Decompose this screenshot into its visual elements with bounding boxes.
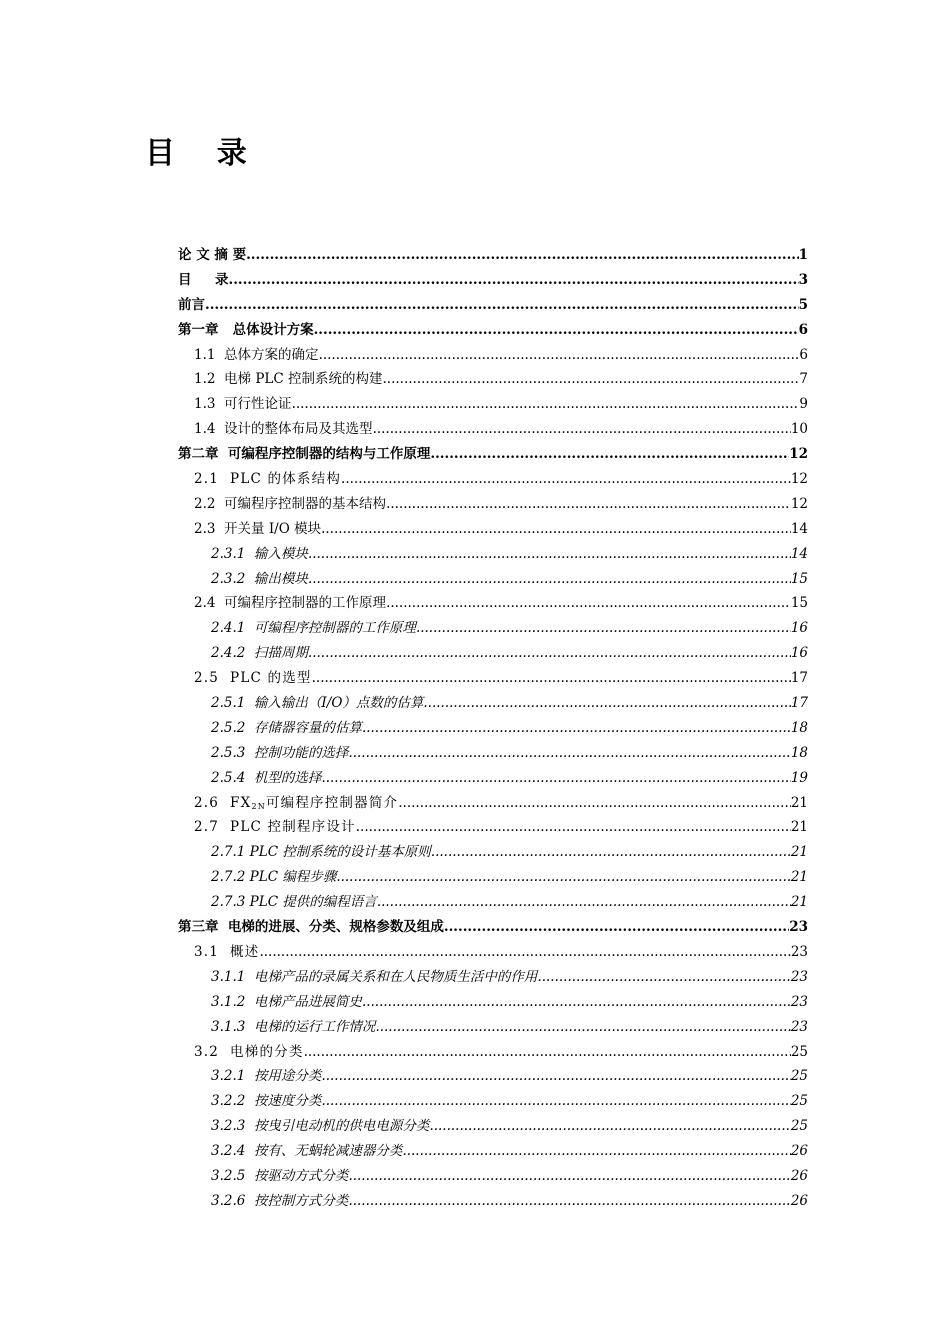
toc-entry[interactable] xyxy=(178,716,808,741)
toc-entry[interactable] xyxy=(178,591,808,616)
toc-entry[interactable] xyxy=(178,990,808,1015)
toc-leader-dots xyxy=(537,965,790,990)
toc-entry-page: 18 xyxy=(790,719,808,736)
toc-entry[interactable] xyxy=(178,691,808,716)
toc-entry[interactable] xyxy=(178,890,808,915)
toc-entry-label: 2.4.1 可编程序控制器的工作原理 xyxy=(211,620,416,637)
toc-entry-label: 3.1.2 电梯产品进展简史 xyxy=(211,993,362,1010)
toc-entry-label: 3.2 电梯的分类 xyxy=(194,1043,304,1060)
toc-leader-dots xyxy=(416,616,791,641)
toc-entry-page: 12 xyxy=(790,495,808,512)
toc-entry[interactable] xyxy=(178,840,808,865)
toc-entry-label: 2.5.4 机型的选择 xyxy=(211,769,322,786)
toc-leader-dots xyxy=(348,1189,790,1214)
toc-entry-label: 2.5.2 存储器容量的估算 xyxy=(211,719,362,736)
toc-entry[interactable] xyxy=(178,243,808,268)
toc-leader-dots xyxy=(356,815,791,840)
toc-entry-label: 2.5.3 控制功能的选择 xyxy=(211,744,349,761)
toc-entry-page: 16 xyxy=(790,620,808,637)
toc-entry-label: 3.2.6 按控制方式分类 xyxy=(211,1192,349,1209)
page-title: 目 录 xyxy=(145,136,247,171)
toc-entry-page: 25 xyxy=(790,1118,808,1135)
toc-leader-dots xyxy=(308,641,791,666)
toc-leader-dots xyxy=(386,492,791,517)
toc-entry[interactable] xyxy=(178,940,808,965)
toc-entry[interactable] xyxy=(178,865,808,890)
toc-leader-dots xyxy=(336,865,791,890)
toc-entry-label: 3.2.5 按驱动方式分类 xyxy=(211,1167,349,1184)
toc-leader-dots xyxy=(304,1040,791,1065)
toc-entry-label: 第一章 总体设计方案 xyxy=(178,321,314,338)
toc-entry-page: 3 xyxy=(798,271,808,288)
toc-entry-page: 10 xyxy=(790,421,808,438)
toc-entry[interactable] xyxy=(178,965,808,990)
toc-entry[interactable] xyxy=(178,567,808,592)
toc-entry-label: 第三章 电梯的进展、分类、规格参数及组成 xyxy=(178,919,444,936)
toc-entry-label: 前言 xyxy=(178,296,205,313)
toc-entry[interactable] xyxy=(178,392,808,417)
toc-leader-dots xyxy=(444,915,789,940)
toc-entry-label: 2.4.2 扫描周期 xyxy=(211,645,308,662)
toc-entry-page: 23 xyxy=(790,993,808,1010)
toc-leader-dots xyxy=(246,243,798,268)
toc-entry-label: 2.5 PLC 的选型 xyxy=(194,670,312,687)
toc-entry-page: 15 xyxy=(790,570,808,587)
toc-entry-label: 2.3 开关量 I/O 模块 xyxy=(194,520,322,537)
toc-entry-page: 23 xyxy=(790,968,808,985)
toc-entry-page: 21 xyxy=(790,869,808,886)
toc-entry[interactable] xyxy=(178,542,808,567)
toc-entry-page: 25 xyxy=(790,1043,808,1060)
toc-entry[interactable] xyxy=(178,1164,808,1189)
toc-entry[interactable] xyxy=(178,467,808,492)
toc-leader-dots xyxy=(348,741,790,766)
toc-entry-label: 目 录 xyxy=(178,271,229,288)
toc-entry-page: 17 xyxy=(790,670,808,687)
toc-entry-subscript: 2N xyxy=(251,801,266,811)
toc-leader-dots xyxy=(321,517,791,542)
toc-leader-dots xyxy=(229,268,799,293)
toc-entry-label: 2.7.2 PLC 编程步骤 xyxy=(211,869,337,886)
toc-entry[interactable] xyxy=(178,1114,808,1139)
toc-entry-label: 2.7.1 PLC 控制系统的设计基本原则 xyxy=(211,844,431,861)
toc-entry[interactable] xyxy=(178,741,808,766)
toc-entry[interactable] xyxy=(178,268,808,293)
toc-entry-label: 论 文 摘 要 xyxy=(178,247,247,263)
table-of-contents xyxy=(178,243,808,1214)
toc-entry-label: 3.2.3 按曳引电动机的供电电源分类 xyxy=(211,1118,430,1135)
toc-entry-label: 2.7.3 PLC 提供的编程语言 xyxy=(211,894,377,911)
toc-entry-page: 9 xyxy=(799,396,808,413)
toc-entry-page: 14 xyxy=(790,520,808,537)
toc-entry-page: 23 xyxy=(790,943,808,960)
toc-leader-dots xyxy=(423,691,790,716)
toc-entry-label: 第二章 可编程序控制器的结构与工作原理 xyxy=(178,446,431,463)
toc-leader-dots xyxy=(386,591,791,616)
toc-entry[interactable] xyxy=(178,318,808,343)
toc-entry-page: 6 xyxy=(798,321,808,338)
toc-entry-label: 3.1.3 电梯的运行工作情况 xyxy=(211,1018,376,1035)
toc-entry-label: 2.7 PLC 控制程序设计 xyxy=(194,819,356,836)
toc-entry-label: 2.6 FX2N可编程序控制器简介 xyxy=(194,794,399,811)
toc-entry-page: 7 xyxy=(799,371,808,388)
toc-entry[interactable] xyxy=(178,815,808,840)
toc-leader-dots xyxy=(319,343,800,368)
toc-entry-page: 21 xyxy=(790,894,808,911)
toc-leader-dots xyxy=(312,666,791,691)
toc-entry-page: 19 xyxy=(790,769,808,786)
toc-entry[interactable] xyxy=(178,616,808,641)
toc-leader-dots xyxy=(259,940,790,965)
toc-entry[interactable] xyxy=(178,442,808,467)
toc-entry[interactable] xyxy=(178,492,808,517)
toc-leader-dots xyxy=(429,1114,790,1139)
toc-entry-page: 21 xyxy=(790,819,808,836)
toc-entry-label: 1.2 电梯 PLC 控制系统的构建 xyxy=(194,371,383,388)
toc-leader-dots xyxy=(375,1015,790,1040)
toc-entry-label: 2.5.1 输入输出（I/O）点数的估算 xyxy=(211,695,424,712)
toc-entry[interactable] xyxy=(178,641,808,666)
toc-leader-dots xyxy=(314,318,799,343)
toc-entry-label: 3.2.4 按有、无蜗轮减速器分类 xyxy=(211,1143,403,1160)
toc-entry-label: 2.4 可编程序控制器的工作原理 xyxy=(194,595,387,612)
toc-leader-dots xyxy=(402,1139,790,1164)
toc-leader-dots xyxy=(341,467,791,492)
toc-entry[interactable] xyxy=(178,1139,808,1164)
toc-entry[interactable] xyxy=(178,766,808,791)
toc-leader-dots xyxy=(321,1064,790,1089)
toc-entry-label: 2.2 可编程序控制器的基本结构 xyxy=(194,495,387,512)
toc-entry-page: 26 xyxy=(790,1192,808,1209)
toc-entry-page: 25 xyxy=(790,1068,808,1085)
toc-entry-page: 23 xyxy=(789,919,808,936)
toc-entry-label: 2.1 PLC 的体系结构 xyxy=(194,471,342,488)
toc-entry-page: 1 xyxy=(798,247,808,263)
toc-entry[interactable] xyxy=(178,915,808,940)
toc-leader-dots xyxy=(431,840,791,865)
toc-entry-label: 1.4 设计的整体布局及其选型 xyxy=(194,421,373,438)
toc-entry-label: 3.1 概述 xyxy=(194,943,260,960)
toc-entry-page: 18 xyxy=(790,744,808,761)
toc-entry[interactable] xyxy=(178,517,808,542)
toc-leader-dots xyxy=(373,417,791,442)
toc-entry-label: 2.3.2 输出模块 xyxy=(211,570,308,587)
toc-leader-dots xyxy=(383,367,800,392)
toc-leader-dots xyxy=(362,716,791,741)
toc-entry[interactable] xyxy=(178,343,808,368)
toc-leader-dots xyxy=(205,293,799,318)
toc-entry-page: 5 xyxy=(798,296,808,313)
toc-leader-dots xyxy=(348,1164,790,1189)
toc-leader-dots xyxy=(321,1089,790,1114)
toc-entry-label: 1.1 总体方案的确定 xyxy=(194,346,319,363)
toc-entry-label: 3.1.1 电梯产品的录属关系和在人民物质生活中的作用 xyxy=(211,968,538,985)
toc-entry[interactable] xyxy=(178,293,808,318)
toc-entry-page: 25 xyxy=(790,1093,808,1110)
toc-leader-dots xyxy=(321,766,790,791)
toc-entry-page: 17 xyxy=(790,695,808,712)
toc-entry-page: 21 xyxy=(790,844,808,861)
toc-entry[interactable] xyxy=(178,417,808,442)
toc-entry-page: 16 xyxy=(790,645,808,662)
toc-entry-label: 3.2.2 按速度分类 xyxy=(211,1093,322,1110)
toc-entry[interactable] xyxy=(178,1064,808,1089)
toc-entry-label: 1.3 可行性论证 xyxy=(194,396,292,413)
toc-leader-dots xyxy=(430,442,789,467)
toc-entry[interactable] xyxy=(178,1089,808,1114)
toc-entry-page: 15 xyxy=(790,595,808,612)
toc-entry-label: 3.2.1 按用途分类 xyxy=(211,1068,322,1085)
toc-entry[interactable] xyxy=(178,1189,808,1214)
toc-leader-dots xyxy=(308,542,791,567)
toc-entry-page: 26 xyxy=(790,1143,808,1160)
toc-entry-label: 2.3.1 输入模块 xyxy=(211,545,308,562)
toc-entry-page: 21 xyxy=(790,794,808,811)
toc-entry-page: 26 xyxy=(790,1167,808,1184)
toc-entry[interactable] xyxy=(178,1015,808,1040)
toc-leader-dots xyxy=(398,791,791,816)
toc-entry[interactable] xyxy=(178,367,808,392)
toc-leader-dots xyxy=(362,990,791,1015)
toc-entry[interactable] xyxy=(178,1040,808,1065)
toc-entry-page: 6 xyxy=(799,346,808,363)
toc-entry-page: 23 xyxy=(790,1018,808,1035)
toc-entry[interactable] xyxy=(178,791,808,816)
toc-entry-page: 12 xyxy=(790,471,808,488)
toc-entry-page: 12 xyxy=(789,446,808,463)
toc-leader-dots xyxy=(377,890,791,915)
toc-entry[interactable] xyxy=(178,666,808,691)
toc-leader-dots xyxy=(292,392,800,417)
toc-entry-page: 14 xyxy=(790,545,808,562)
toc-leader-dots xyxy=(308,567,791,592)
